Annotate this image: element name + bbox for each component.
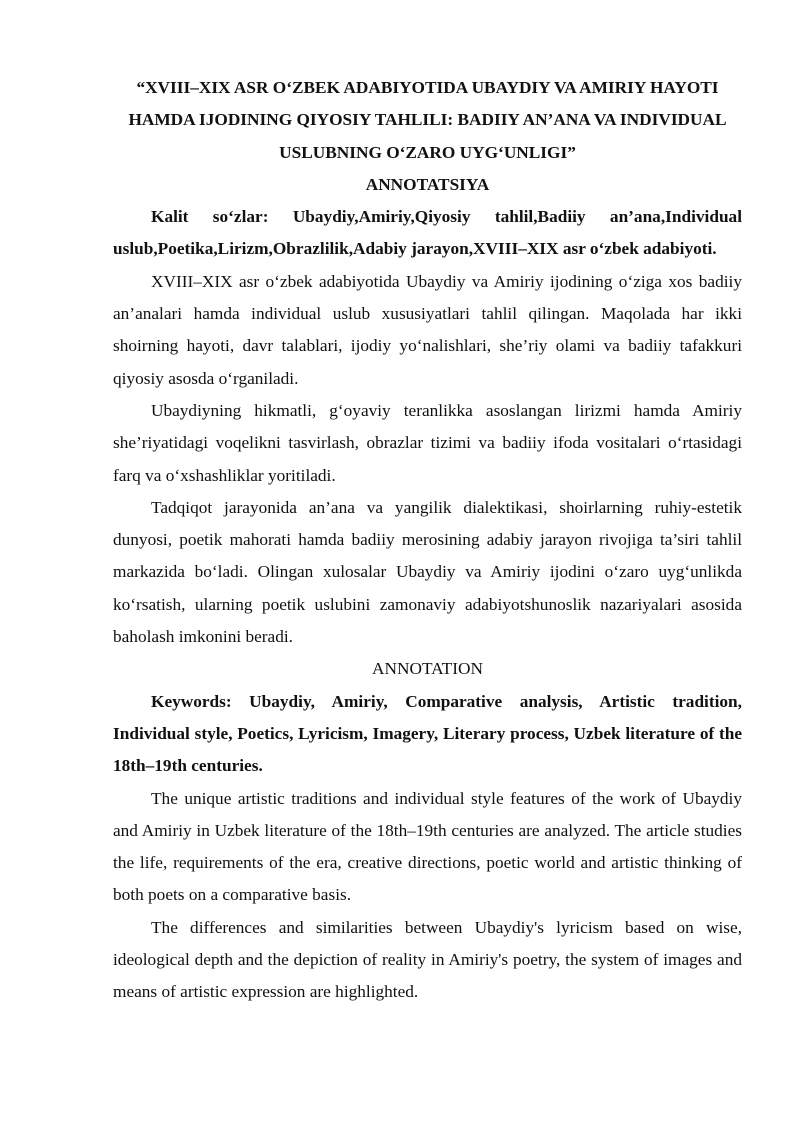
en-paragraph-1: The unique artistic traditions and individual style features of the work of Ubaydiy and Amiriy in Uzbek literature of the 18th–19th centuries are analyzed. The article studies the life, requirements of the era, creative directions, poetic world and artistic thinking of both poets on a comparative basis. bbox=[113, 788, 742, 905]
document-page bbox=[113, 72, 742, 1009]
paper-title: “XVIII–XIX ASR O‘ZBEK ADABIYOTIDA UBAYDIY VA AMIRIY HAYOTI HAMDA IJODINING QIYOSIY TAHLILI: BADIIY AN’ANA VA INDIVIDUAL USLUBNING O‘ZARO UYG‘UNLIGI” bbox=[128, 78, 727, 162]
en-keywords: Keywords: Ubaydiy, Amiriy, Comparative analysis, Artistic tradition, Individual style, Poetics, Lyricism, Imagery, Literary process, Uzbek literature of the 18th–19th centuries. bbox=[113, 691, 742, 776]
uz-keywords: Kalit so‘zlar: Ubaydiy,Amiriy,Qiyosiy tahlil,Badiiy an’ana,Individual uslub,Poetika,Lirizm,Obrazlilik,Adabiy jarayon,XVIII–XIX asr o‘zbek adabiyoti. bbox=[113, 207, 742, 259]
uz-paragraph-3: Tadqiqot jarayonida an’ana va yangilik dialektikasi, shoirlarning ruhiy-estetik dunyosi, poetik mahorati hamda badiiy merosining adabiy jarayon rivojiga ta’siri tahlil markazida bo‘ladi. Olingan xulosalar Ubaydiy va Amiriy ijodini o‘zaro uyg‘unlikda ko‘rsatish, ularning poetik uslubini zamonaviy adabiyotshunoslik nazariyalari asosida baholash imkonini beradi. bbox=[113, 497, 742, 647]
uz-annotation-heading: ANNOTATSIYA bbox=[365, 174, 490, 194]
en-annotation-heading: ANNOTATION bbox=[372, 659, 483, 679]
en-paragraph-2: The differences and similarities between Ubaydiy's lyricism based on wise, ideological depth and the depiction of reality in Amiriy's poetry, the system of images and means of artistic expression are highlighted. bbox=[113, 917, 742, 1002]
uz-paragraph-2: Ubaydiyning hikmatli, g‘oyaviy teranlikka asoslangan lirizmi hamda Amiriy she’riyatidagi voqelikni tasvirlash, obrazlar tizimi va badiiy ifoda vositalari o‘rtasidagi farq va o‘xshashliklar yoritiladi. bbox=[113, 400, 742, 485]
uz-paragraph-1: XVIII–XIX asr o‘zbek adabiyotida Ubaydiy va Amiriy ijodining o‘ziga xos badiiy an’analari hamda individual uslub xususiyatlari tahlil qilingan. Maqolada har ikki shoirning hayoti, davr talablari, ijodiy yo‘nalishlari, she’riy olami va badiiy tafakkuri qiyosiy asosda o‘rganiladi. bbox=[113, 271, 742, 388]
